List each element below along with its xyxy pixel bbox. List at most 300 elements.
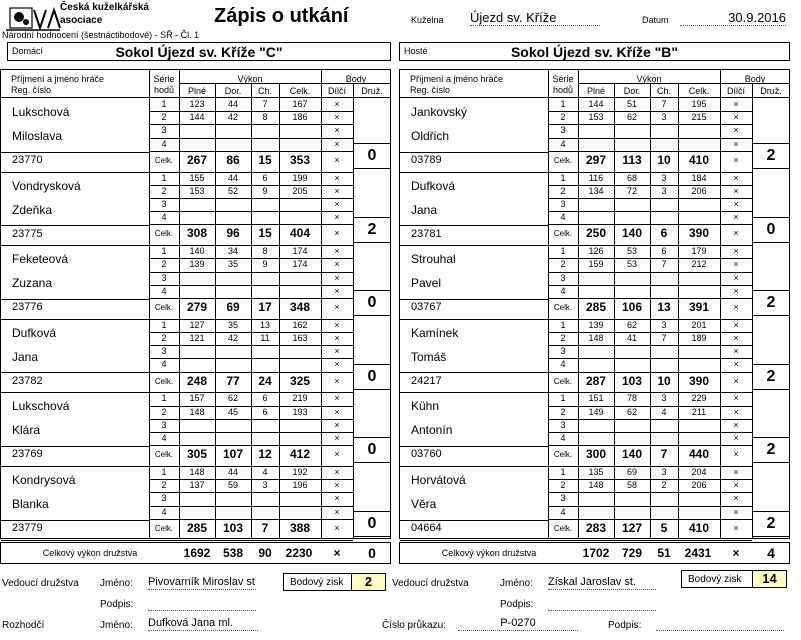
away-team-total-row — [399, 542, 790, 564]
serie-number: 2 — [161, 333, 167, 343]
player-first-name: Zdeňka — [12, 202, 53, 217]
dilci-mark: × — [334, 467, 340, 477]
player-total: 267 — [186, 152, 208, 167]
dilci-mark: × — [733, 125, 739, 136]
serie-value: 211 — [691, 406, 707, 417]
dilci-mark: × — [334, 259, 340, 270]
home-team-bar — [7, 42, 391, 61]
serie-value — [279, 138, 321, 151]
away-bodovy-zisk — [681, 570, 787, 588]
serie-value: 205 — [292, 185, 308, 196]
player-total: 410 — [688, 152, 710, 167]
serie-value: 62 — [626, 112, 637, 123]
dilci-mark: × — [733, 228, 739, 239]
reg-separator — [400, 152, 548, 153]
dilci-mark: × — [334, 285, 340, 296]
away-signature-line[interactable] — [548, 597, 656, 611]
serie-value — [678, 198, 720, 211]
home-hdr-ch: Ch. — [257, 86, 272, 96]
player-first-name: Jana — [12, 349, 39, 364]
player-total: 308 — [186, 226, 208, 241]
page-title: Zápis o utkání — [214, 5, 349, 27]
serie-value: 41 — [626, 333, 637, 343]
serie-value: 123 — [189, 99, 205, 109]
serie-value: 186 — [292, 112, 308, 123]
dilci-mark: × — [733, 467, 739, 477]
serie-value — [279, 492, 321, 505]
serie-value: 62 — [626, 319, 637, 330]
serie-value — [614, 345, 650, 358]
kuzelna-value: Újezd sv. Kříže — [470, 10, 600, 26]
serie-value: 58 — [626, 480, 637, 491]
dilci-mark: × — [334, 172, 340, 183]
serie-value: 126 — [588, 246, 604, 257]
dilci-mark: × — [733, 154, 739, 165]
serie-number: 1 — [161, 246, 167, 257]
serie-value — [614, 492, 650, 505]
home-col-line — [251, 97, 252, 538]
celk-label: Celk. — [553, 523, 573, 533]
card-no-value: P-0270 — [458, 617, 578, 631]
home-leader-label: Vedoucí družstva — [2, 578, 79, 589]
datum-value: 30.9.2016 — [680, 10, 786, 26]
serie-number: 1 — [560, 99, 566, 109]
dilci-mark: × — [334, 154, 340, 165]
player-total: 297 — [585, 152, 607, 167]
player-points: 2 — [752, 437, 790, 463]
dilci-mark: × — [334, 112, 340, 123]
dilci-mark: × — [733, 433, 739, 443]
away-hdr-dor: Dor. — [623, 86, 641, 96]
dilci-mark: × — [334, 346, 340, 357]
away-col-line — [578, 97, 579, 538]
serie-value — [179, 492, 215, 505]
celk-label: Celk. — [154, 303, 174, 312]
player-total: 285 — [585, 300, 607, 314]
serie-value — [215, 345, 251, 358]
player-points: 2 — [752, 511, 790, 537]
serie-value: 6 — [262, 172, 268, 183]
serie-value: 174 — [292, 259, 308, 270]
away-total-label: Celkový výkon družstva — [441, 548, 537, 558]
serie-number: 4 — [161, 506, 167, 517]
away-col-line — [678, 97, 679, 538]
player-total: 140 — [621, 447, 643, 462]
reg-separator — [1, 299, 149, 300]
serie-value — [215, 285, 251, 298]
serie-value: 7 — [661, 333, 667, 343]
serie-value: 195 — [691, 99, 707, 109]
player-first-name: Oldřich — [411, 129, 450, 143]
serie-value: 69 — [626, 467, 637, 477]
serie-value — [251, 345, 279, 358]
player-total: 404 — [289, 226, 311, 241]
dilci-mark: × — [334, 185, 340, 196]
player-surname: Feketeová — [12, 252, 69, 267]
serie-value — [215, 124, 251, 137]
serie-value — [614, 124, 650, 137]
home-hdr-serie2: hodů — [153, 85, 175, 95]
away-total-ch: 51 — [657, 546, 671, 560]
serie-value: 3 — [661, 393, 667, 404]
serie-value — [179, 285, 215, 298]
home-hdr-vykon: Výkon — [237, 74, 263, 84]
serie-number: 4 — [161, 433, 167, 443]
serie-value — [678, 124, 720, 137]
serie-value: 199 — [292, 172, 308, 183]
serie-value: 53 — [626, 259, 637, 270]
dilci-mark: × — [334, 419, 340, 430]
dilci-mark: × — [334, 212, 340, 223]
serie-value — [614, 211, 650, 224]
serie-value — [279, 506, 321, 519]
serie-value: 3 — [661, 172, 667, 183]
dilci-mark: × — [733, 359, 739, 370]
away-total-dor: 729 — [621, 546, 643, 560]
home-team-name: Sokol Újezd sv. Kříže "C" — [115, 44, 283, 60]
player-total: 96 — [226, 226, 240, 241]
serie-value: 7 — [262, 99, 268, 109]
serie-value: 212 — [691, 259, 707, 270]
away-col-line — [650, 97, 651, 538]
home-hdr-name: Příjmení a jméno hráče — [11, 74, 105, 84]
serie-value — [215, 211, 251, 224]
home-hdr-dilci: Dílčí — [328, 86, 346, 96]
player-total: 412 — [289, 447, 311, 462]
serie-value: 44 — [227, 99, 238, 109]
home-hdr-dor: Dor. — [224, 86, 242, 96]
serie-value — [578, 506, 614, 519]
celk-label: Celk. — [154, 523, 174, 533]
player-block-line — [1, 540, 353, 541]
serie-value: 189 — [691, 333, 707, 343]
serie-value — [215, 358, 251, 371]
serie-value — [179, 138, 215, 151]
celk-label: Celk. — [553, 155, 573, 165]
serie-value — [578, 432, 614, 445]
dilci-mark: × — [334, 433, 340, 443]
serie-value — [614, 198, 650, 211]
serie-value — [578, 285, 614, 298]
dilci-mark: × — [733, 246, 739, 257]
serie-number: 4 — [560, 359, 566, 370]
player-total: 17 — [258, 300, 272, 314]
serie-value: 148 — [189, 406, 205, 417]
serie-value — [614, 432, 650, 445]
player-total: 12 — [258, 447, 272, 462]
dilci-mark: × — [334, 375, 340, 386]
serie-number: 3 — [161, 346, 167, 357]
player-surname: Kondrysová — [12, 473, 76, 487]
serie-value: 34 — [227, 246, 238, 257]
home-bz-label: Bodový zisk — [290, 577, 344, 588]
player-surname: Kamínek — [411, 325, 459, 340]
player-total: 24 — [258, 373, 272, 388]
serie-value — [678, 211, 720, 224]
dilci-mark: × — [334, 393, 340, 404]
card-no-label: Číslo průkazu: — [382, 620, 446, 631]
celk-label: Celk. — [553, 450, 573, 460]
dilci-mark: × — [733, 419, 739, 430]
serie-value: 121 — [189, 333, 205, 343]
home-hdr-vline — [149, 70, 150, 97]
player-total: 13 — [657, 300, 671, 314]
player-points: 0 — [353, 364, 391, 390]
serie-value: 9 — [262, 185, 268, 196]
serie-value: 62 — [626, 406, 637, 417]
serie-value — [251, 285, 279, 298]
reg-separator — [1, 520, 149, 521]
dilci-mark: × — [334, 246, 340, 257]
player-total: 279 — [186, 300, 208, 314]
away-hdr-vline — [614, 83, 615, 97]
serie-value: 184 — [691, 172, 707, 183]
dilci-mark: × — [334, 449, 340, 460]
home-col-line — [321, 97, 322, 538]
serie-value: 2 — [661, 480, 667, 491]
away-hdr-serie2: hodů — [552, 85, 574, 95]
home-jmeno-label: Jméno: — [100, 578, 133, 589]
serie-value — [614, 358, 650, 371]
player-first-name: Jana — [411, 202, 438, 217]
serie-value — [279, 198, 321, 211]
player-total: 15 — [258, 226, 272, 241]
serie-value: 196 — [292, 480, 308, 491]
dilci-mark: × — [733, 112, 739, 123]
serie-value: 6 — [262, 406, 268, 417]
player-points: 0 — [353, 143, 391, 169]
serie-value: 35 — [227, 319, 238, 330]
player-total: 106 — [621, 300, 643, 314]
serie-value — [578, 211, 614, 224]
serie-value — [179, 124, 215, 137]
serie-number: 4 — [161, 285, 167, 296]
serie-value — [215, 419, 251, 432]
serie-value: 6 — [661, 246, 667, 257]
away-hdr-vline — [720, 70, 721, 97]
serie-value — [279, 211, 321, 224]
serie-value — [678, 358, 720, 371]
home-hdr-vline — [215, 83, 216, 97]
serie-number: 1 — [161, 172, 167, 183]
serie-value — [650, 211, 678, 224]
serie-value — [678, 285, 720, 298]
serie-value — [578, 419, 614, 432]
serie-value: 167 — [292, 99, 308, 109]
player-total: 6 — [660, 226, 668, 241]
away-hdr-vline — [752, 83, 753, 97]
away-hdr-plne: Plné — [586, 86, 605, 96]
dilci-mark: × — [733, 333, 739, 343]
serie-value: 68 — [626, 172, 637, 183]
serie-value: 62 — [227, 393, 238, 404]
serie-value: 148 — [189, 467, 205, 477]
serie-value — [578, 198, 614, 211]
player-total: 103 — [222, 520, 244, 535]
serie-value — [650, 138, 678, 151]
home-signature-line[interactable] — [148, 597, 256, 611]
home-hdr-vline — [279, 83, 280, 97]
serie-number: 2 — [161, 480, 167, 491]
player-total: 86 — [226, 152, 240, 167]
player-reg-number: 23770 — [12, 154, 43, 166]
serie-value — [251, 419, 279, 432]
serie-number: 3 — [161, 199, 167, 209]
serie-value — [678, 272, 720, 285]
serie-number: 3 — [560, 199, 566, 209]
serie-value — [614, 138, 650, 151]
serie-value: 3 — [661, 112, 667, 123]
player-reg-number: 23781 — [411, 227, 442, 240]
serie-value — [614, 285, 650, 298]
serie-value: 157 — [189, 393, 205, 404]
away-team-bar — [399, 42, 790, 61]
player-surname: Kühn — [411, 399, 440, 414]
serie-value — [279, 419, 321, 432]
org-line1: Česká kuželkářská — [60, 2, 149, 13]
player-total: 77 — [226, 373, 240, 388]
player-points: 2 — [353, 217, 391, 243]
dilci-mark: × — [733, 493, 739, 504]
serie-number: 4 — [560, 506, 566, 517]
serie-value — [215, 492, 251, 505]
serie-value — [251, 211, 279, 224]
serie-number: 1 — [560, 467, 566, 477]
player-total: 325 — [289, 373, 311, 388]
away-col-line — [548, 97, 549, 538]
dilci-mark: × — [733, 506, 739, 517]
home-hdr-reg: Reg. číslo — [11, 85, 52, 95]
serie-value: 44 — [227, 467, 238, 477]
player-total: 7 — [261, 520, 269, 535]
serie-value — [578, 492, 614, 505]
org-line2: asociace — [60, 15, 103, 26]
serie-value: 44 — [227, 172, 238, 183]
home-col-line — [279, 97, 280, 538]
serie-value: 139 — [588, 319, 604, 330]
referee-name: Dufková Jana ml. — [148, 617, 258, 631]
player-points: 0 — [752, 217, 790, 243]
serie-value: 144 — [588, 99, 604, 109]
player-reg-number: 23779 — [12, 522, 43, 534]
serie-value — [279, 432, 321, 445]
serie-number: 2 — [560, 480, 566, 491]
serie-value — [614, 506, 650, 519]
serie-value: 4 — [262, 467, 268, 477]
dilci-mark: × — [334, 406, 340, 417]
serie-value — [251, 272, 279, 285]
away-hdr-vykon-line — [578, 83, 720, 84]
serie-value — [251, 492, 279, 505]
player-total: 391 — [688, 300, 710, 314]
dilci-mark: × — [334, 272, 340, 283]
away-role: Hosté — [404, 46, 428, 56]
away-jmeno-label: Jméno: — [500, 578, 533, 589]
serie-value: 3 — [262, 480, 268, 491]
serie-number: 3 — [161, 493, 167, 504]
player-total: 440 — [688, 447, 710, 462]
serie-number: 2 — [161, 112, 167, 123]
serie-number: 1 — [560, 393, 566, 404]
referee-jmeno-label: Jméno: — [100, 620, 133, 631]
serie-value: 13 — [259, 319, 270, 330]
dilci-mark: × — [334, 506, 340, 517]
home-col-line — [179, 97, 180, 538]
player-reg-number: 04664 — [411, 522, 442, 534]
serie-number: 2 — [560, 112, 566, 123]
player-total: 248 — [186, 373, 208, 388]
home-team-points: 0 — [368, 545, 376, 561]
serie-value: 163 — [292, 333, 308, 343]
serie-value: 206 — [691, 185, 707, 196]
player-surname: Lukschová — [12, 399, 70, 414]
dilci-mark: × — [334, 333, 340, 343]
away-score-table — [399, 69, 790, 539]
dilci-mark: × — [733, 406, 739, 417]
serie-number: 4 — [560, 433, 566, 443]
serie-value: 6 — [262, 393, 268, 404]
dilci-mark: × — [733, 393, 739, 404]
player-block-line — [400, 540, 752, 541]
referee-signature-line[interactable] — [656, 617, 784, 631]
player-total: 353 — [289, 152, 311, 167]
serie-value: 8 — [262, 246, 268, 257]
serie-value — [251, 198, 279, 211]
serie-value — [251, 138, 279, 151]
serie-number: 1 — [560, 319, 566, 330]
dilci-mark: × — [334, 359, 340, 370]
kuzelna-label: Kuželna — [411, 15, 444, 25]
dilci-mark: × — [334, 302, 340, 312]
serie-number: 1 — [161, 319, 167, 330]
dilci-mark: × — [334, 493, 340, 504]
serie-value — [279, 285, 321, 298]
serie-value: 35 — [227, 259, 238, 270]
serie-value — [215, 506, 251, 519]
serie-value: 219 — [292, 393, 308, 404]
player-total: 390 — [688, 226, 710, 241]
serie-value — [179, 211, 215, 224]
home-total-celk: 2230 — [285, 546, 313, 560]
dilci-mark: × — [733, 185, 739, 196]
serie-value — [678, 345, 720, 358]
serie-number: 2 — [560, 406, 566, 417]
dilci-mark: × — [733, 172, 739, 183]
serie-value — [578, 358, 614, 371]
serie-value: 179 — [691, 246, 707, 257]
serie-value — [614, 419, 650, 432]
serie-number: 3 — [560, 272, 566, 283]
player-total: 140 — [621, 226, 643, 241]
away-hdr-name: Příjmení a jméno hráče — [410, 74, 504, 84]
player-reg-number: 23782 — [12, 374, 43, 387]
serie-value — [578, 138, 614, 151]
player-reg-number: 23769 — [12, 448, 43, 461]
player-points: 2 — [752, 290, 790, 316]
player-total: 390 — [688, 373, 710, 388]
away-hdr-body-line — [720, 83, 790, 84]
serie-value: 7 — [661, 259, 667, 270]
serie-number: 1 — [560, 246, 566, 257]
dilci-mark: × — [334, 522, 340, 533]
serie-number: 3 — [560, 419, 566, 430]
serie-value — [650, 285, 678, 298]
dilci-mark: × — [733, 449, 739, 460]
away-team-points: 4 — [767, 545, 775, 561]
serie-value: 206 — [691, 480, 707, 491]
serie-value: 42 — [227, 333, 238, 343]
player-total: 285 — [186, 520, 208, 535]
